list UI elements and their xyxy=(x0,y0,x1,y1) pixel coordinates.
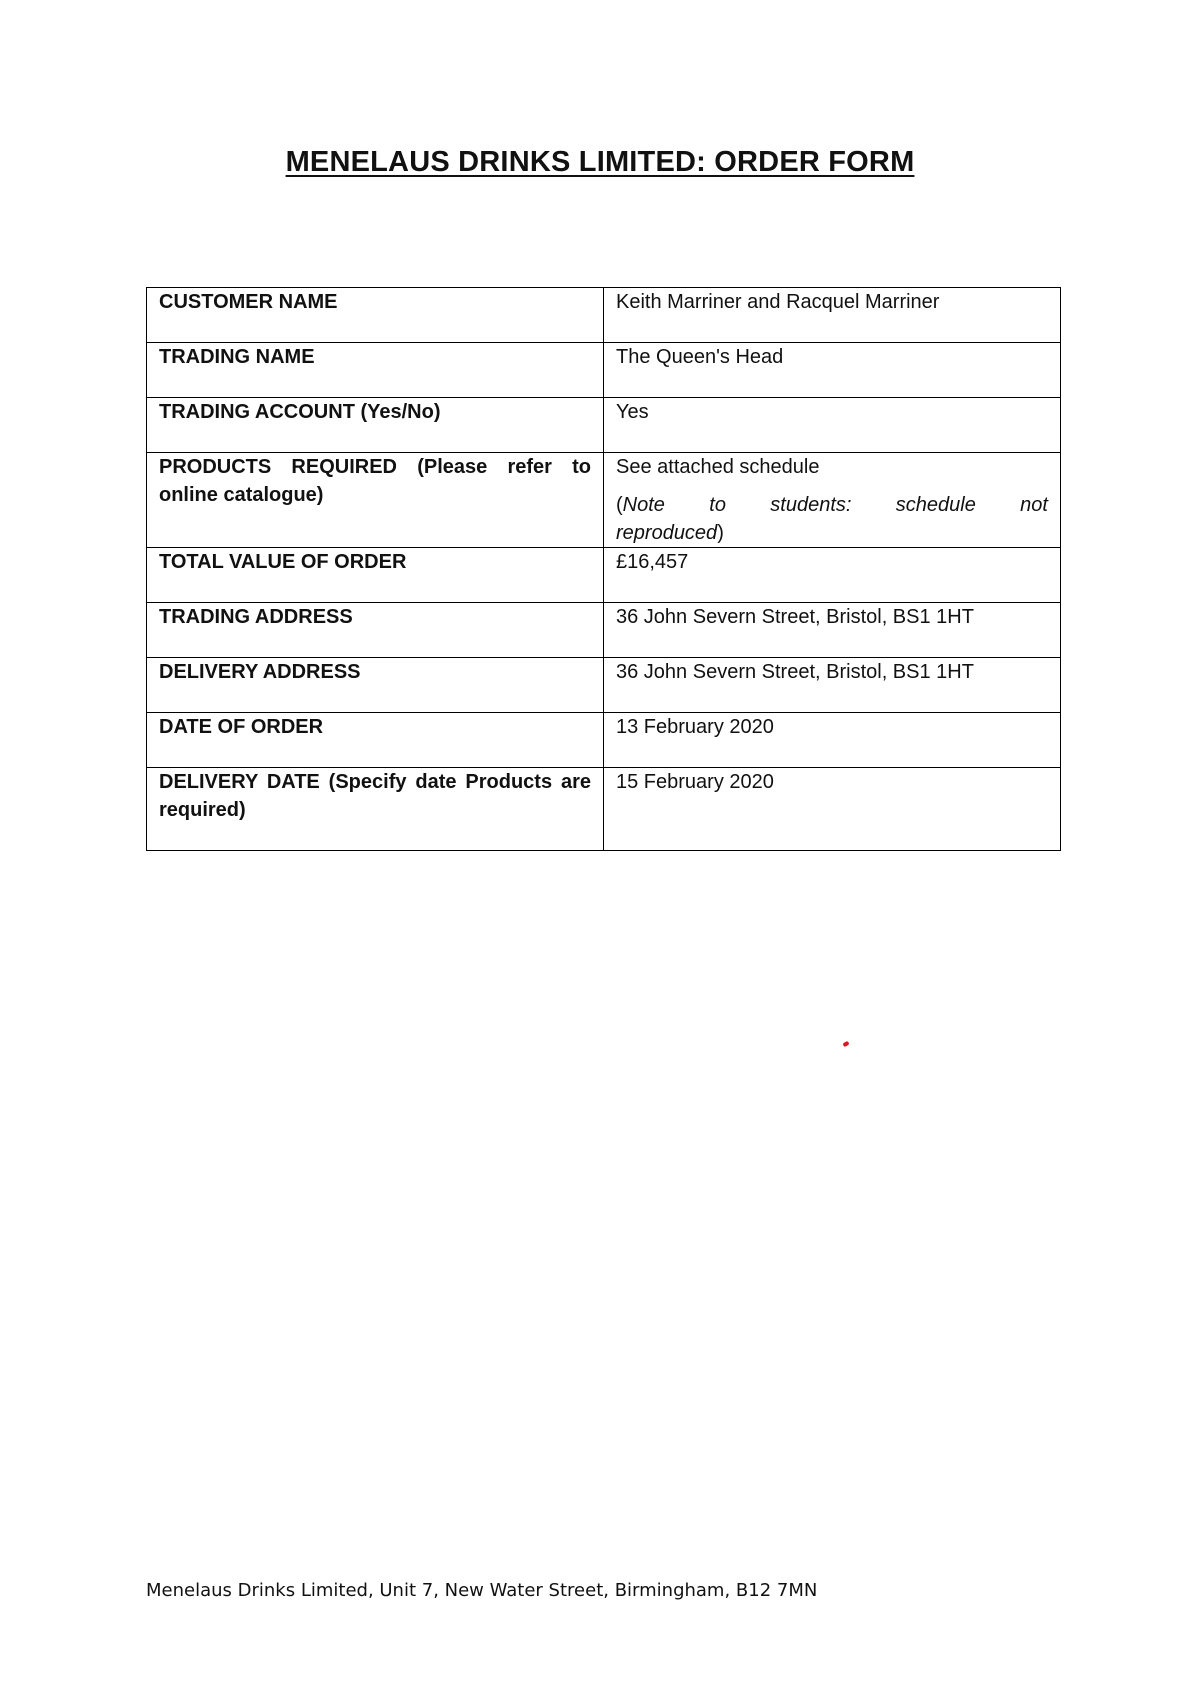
order-form-table xyxy=(146,287,1061,851)
total-value-value: £16,457 xyxy=(604,548,1061,603)
trading-name-value: The Queen's Head xyxy=(604,343,1061,398)
table-row xyxy=(147,398,1061,453)
note-close-paren: ) xyxy=(717,522,724,544)
students-note-line-1 xyxy=(616,491,1048,519)
table-row xyxy=(147,343,1061,398)
delivery-date-label: DELIVERY DATE (Specify date Products are required) xyxy=(147,768,604,851)
table-row xyxy=(147,768,1061,851)
footer-address: Menelaus Drinks Limited, Unit 7, New Water Street, Birmingham, B12 7MN xyxy=(146,1580,818,1601)
table-row xyxy=(147,603,1061,658)
delivery-address-value: 36 John Severn Street, Bristol, BS1 1HT xyxy=(604,658,1061,713)
products-required-label: PRODUCTS REQUIRED (Please refer to online catalogue) xyxy=(147,453,604,548)
table-row xyxy=(147,658,1061,713)
table-row xyxy=(147,548,1061,603)
customer-name-label: CUSTOMER NAME xyxy=(147,288,604,343)
page-title: MENELAUS DRINKS LIMITED: ORDER FORM xyxy=(285,146,915,178)
students-note-line-2 xyxy=(616,522,724,544)
table-row xyxy=(147,453,1061,548)
trading-account-value: Yes xyxy=(604,398,1061,453)
note-italic-text-1: Note to students: schedule not xyxy=(622,494,1048,516)
delivery-date-value: 15 February 2020 xyxy=(604,768,1061,851)
products-required-value: See attached schedule xyxy=(616,456,820,478)
trading-account-label: TRADING ACCOUNT (Yes/No) xyxy=(147,398,604,453)
date-of-order-value: 13 February 2020 xyxy=(604,713,1061,768)
delivery-address-label: DELIVERY ADDRESS xyxy=(147,658,604,713)
trading-name-label: TRADING NAME xyxy=(147,343,604,398)
table-row xyxy=(147,288,1061,343)
trading-address-value: 36 John Severn Street, Bristol, BS1 1HT xyxy=(604,603,1061,658)
products-required-cell xyxy=(604,453,1061,548)
note-italic-text-2: reproduced xyxy=(616,522,718,544)
trading-address-label: TRADING ADDRESS xyxy=(147,603,604,658)
students-note xyxy=(616,491,1048,547)
total-value-label: TOTAL VALUE OF ORDER xyxy=(147,548,604,603)
date-of-order-label: DATE OF ORDER xyxy=(147,713,604,768)
note-open-paren: ( xyxy=(616,494,623,516)
red-ink-mark xyxy=(842,1041,849,1047)
customer-name-value: Keith Marriner and Racquel Marriner xyxy=(604,288,1061,343)
table-row xyxy=(147,713,1061,768)
